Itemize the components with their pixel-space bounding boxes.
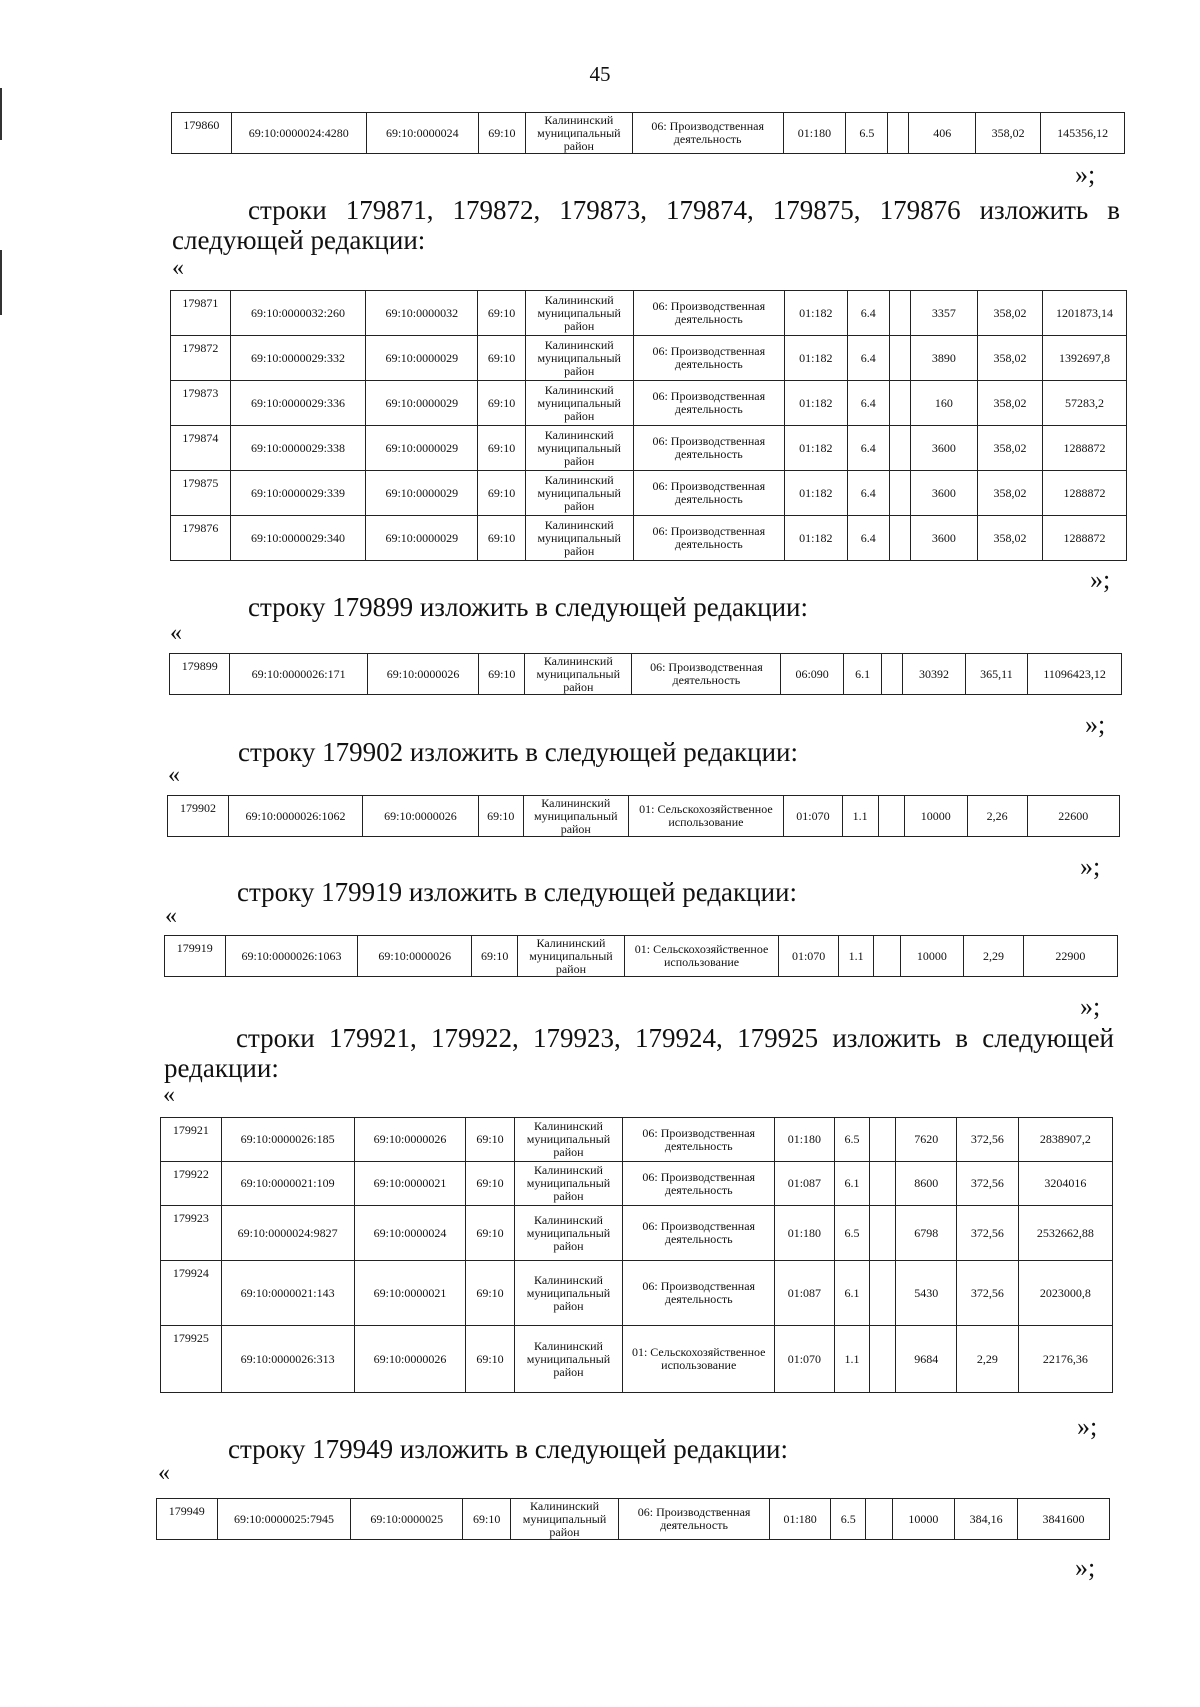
table-cell: 3841600 — [1017, 1499, 1109, 1540]
table-cell: 69:10:0000026:1062 — [228, 796, 362, 837]
table-cell: 69:10 — [478, 516, 525, 561]
table-cell: 3890 — [910, 336, 977, 381]
table-cell — [889, 516, 910, 561]
table-cell: 69:10:0000026:313 — [221, 1326, 354, 1393]
table-cell: 3600 — [910, 471, 977, 516]
table-cell: 01: Сельскохозяйственное использование — [628, 796, 783, 837]
table-cell: 01:182 — [784, 516, 847, 561]
table-cell: 69:10:0000029:332 — [230, 336, 365, 381]
table-cell: 69:10:0000026 — [354, 1118, 466, 1162]
table-cell: 01:180 — [775, 1206, 835, 1261]
table-cell — [889, 291, 910, 336]
table-cell: 1288872 — [1042, 471, 1126, 516]
table-cell: 6.1 — [843, 654, 882, 695]
table-cell — [878, 796, 904, 837]
table-cell: 69:10:0000024 — [354, 1206, 466, 1261]
table-cell — [870, 1118, 896, 1162]
table-cell: 01:070 — [784, 796, 843, 837]
table-cell: 6.4 — [847, 336, 889, 381]
table-row — [157, 1499, 1110, 1540]
table-cell: 69:10:0000026 — [358, 936, 472, 977]
table-cell: Калининский муниципальный район — [525, 291, 633, 336]
opening-quote: « — [168, 762, 180, 788]
table-cell — [870, 1162, 896, 1206]
table-cell: 69:10:0000029:336 — [230, 381, 365, 426]
table-row — [161, 1326, 1113, 1393]
page-number: 45 — [589, 62, 611, 86]
table-row — [161, 1162, 1113, 1206]
table-cell: 3204016 — [1018, 1162, 1112, 1206]
table-cell: 160 — [910, 381, 977, 426]
table-cell: Калининский муниципальный район — [525, 516, 633, 561]
table-cell: 69:10:0000026:1063 — [225, 936, 358, 977]
table-cell — [882, 654, 903, 695]
closing-quote: »; — [1075, 1553, 1096, 1582]
table-cell: 69:10 — [466, 1118, 514, 1162]
table-cell: 179872 — [171, 336, 231, 381]
table-cell: 6.4 — [847, 426, 889, 471]
table-cell: 06: Производственная деятельность — [623, 1162, 775, 1206]
table-cell: 6.5 — [846, 113, 888, 154]
table-cell: 06: Производственная деятельность — [633, 426, 784, 471]
table-row — [170, 654, 1122, 695]
table-cell: 69:10:0000026:171 — [230, 654, 367, 695]
table-cell: 69:10 — [478, 426, 525, 471]
table-cell: 01:070 — [775, 1326, 835, 1393]
table-cell: 10000 — [892, 1499, 955, 1540]
table-cell: 69:10:0000029 — [366, 336, 478, 381]
table-cell: 22600 — [1027, 796, 1119, 837]
opening-quote: « — [163, 1082, 175, 1108]
table-row — [165, 936, 1118, 977]
table-cell: Калининский муниципальный район — [514, 1326, 623, 1393]
instruction-text: строки 179871, 179872, 179873, 179874, 179875, 179876 изложить в — [248, 195, 1120, 225]
table-cell: 69:10 — [472, 936, 518, 977]
table-cell: 1392697,8 — [1042, 336, 1126, 381]
table-cell: 358,02 — [977, 336, 1042, 381]
table-cell: 06: Производственная деятельность — [632, 113, 783, 154]
table-cell: 6.5 — [830, 1499, 866, 1540]
table-row — [161, 1261, 1113, 1326]
table-cell: Калининский муниципальный район — [514, 1261, 623, 1326]
table-cell: 179924 — [161, 1261, 222, 1326]
table-cell: 69:10 — [479, 654, 525, 695]
instruction-text: строку 179949 изложить в следующей редакции: — [228, 1434, 789, 1464]
table-cell: 69:10:0000026 — [367, 654, 478, 695]
table-cell: 06: Производственная деятельность — [632, 654, 781, 695]
table-cell: 01:180 — [775, 1118, 835, 1162]
table-cell: 69:10 — [478, 113, 525, 154]
margin-mark — [0, 250, 2, 315]
table-cell: 69:10:0000029:338 — [230, 426, 365, 471]
table-cell: Калининский муниципальный район — [525, 654, 632, 695]
table-row — [161, 1206, 1113, 1261]
table-cell: 358,02 — [976, 113, 1041, 154]
table-cell: 69:10:0000029:340 — [230, 516, 365, 561]
table-cell: 179919 — [165, 936, 226, 977]
table-row — [171, 471, 1127, 516]
table-cell: 69:10:0000021:143 — [221, 1261, 354, 1326]
table-cell: 06:090 — [781, 654, 843, 695]
closing-quote: »; — [1075, 160, 1096, 189]
table-cell: Калининский муниципальный район — [514, 1206, 623, 1261]
table-cell: 6.4 — [847, 516, 889, 561]
table-row — [171, 381, 1127, 426]
table-cell: 358,02 — [977, 426, 1042, 471]
table-cell: 6.1 — [834, 1261, 870, 1326]
table-cell: 365,11 — [965, 654, 1027, 695]
table-cell: 69:10 — [466, 1162, 514, 1206]
table-cell: 69:10 — [478, 796, 523, 837]
table-cell — [889, 471, 910, 516]
table-cell: 69:10:0000029:339 — [230, 471, 365, 516]
table-cell: 6.4 — [847, 381, 889, 426]
closing-quote: »; — [1080, 992, 1101, 1021]
instruction-text: строки 179921, 179922, 179923, 179924, 179925 изложить в следующей — [236, 1023, 1114, 1053]
table-cell: 1288872 — [1042, 426, 1126, 471]
table-cell: Калининский муниципальный район — [518, 936, 625, 977]
table-cell — [870, 1261, 896, 1326]
table-cell: 3600 — [910, 516, 977, 561]
table-cell: Калининский муниципальный район — [525, 471, 633, 516]
table-cell: 69:10:0000021 — [354, 1162, 466, 1206]
table-cell: 69:10:0000025:7945 — [217, 1499, 351, 1540]
table-cell: Калининский муниципальный район — [525, 113, 632, 154]
data-table — [170, 290, 1127, 561]
opening-quote: « — [170, 620, 182, 646]
table-cell: 69:10:0000024 — [366, 113, 478, 154]
table-cell: 69:10:0000032:260 — [230, 291, 365, 336]
data-table — [167, 795, 1120, 837]
table-cell: 406 — [909, 113, 976, 154]
table-cell: Калининский муниципальный район — [511, 1499, 619, 1540]
opening-quote: « — [158, 1460, 170, 1486]
instruction-text: следующей редакции: — [172, 225, 426, 255]
table-cell: 7620 — [896, 1118, 957, 1162]
table-cell: 179875 — [171, 471, 231, 516]
table-cell — [889, 336, 910, 381]
table-cell: 69:10:0000029 — [366, 381, 478, 426]
table-cell: 69:10:0000021:109 — [221, 1162, 354, 1206]
table-cell: 6.5 — [834, 1206, 870, 1261]
table-cell: 10000 — [900, 936, 964, 977]
table-cell: 06: Производственная деятельность — [623, 1118, 775, 1162]
table-cell: 9684 — [896, 1326, 957, 1393]
table-cell: 10000 — [904, 796, 967, 837]
table-cell: 358,02 — [977, 516, 1042, 561]
table-cell: 01:182 — [784, 336, 847, 381]
data-table — [169, 653, 1122, 695]
table-cell: Калининский муниципальный район — [523, 796, 628, 837]
table-cell: 69:10 — [478, 471, 525, 516]
table-cell: 06: Производственная деятельность — [633, 471, 784, 516]
table-cell: 06: Производственная деятельность — [633, 516, 784, 561]
table-cell: 5430 — [896, 1261, 957, 1326]
table-cell: 06: Производственная деятельность — [633, 381, 784, 426]
table-cell: 179902 — [168, 796, 229, 837]
closing-quote: »; — [1080, 852, 1101, 881]
instruction-text: строку 179919 изложить в следующей редакции: — [237, 877, 798, 907]
table-cell: 69:10:0000026 — [363, 796, 478, 837]
table-cell: 01: Сельскохозяйственное использование — [623, 1326, 775, 1393]
data-table — [171, 112, 1125, 154]
opening-quote: « — [165, 903, 177, 929]
table-cell: 69:10:0000024:4280 — [231, 113, 366, 154]
table-cell: 358,02 — [977, 381, 1042, 426]
table-cell: 145356,12 — [1041, 113, 1125, 154]
table-cell: 179871 — [171, 291, 231, 336]
table-cell: 2,29 — [964, 936, 1024, 977]
table-cell: 69:10:0000029 — [366, 426, 478, 471]
table-cell: 06: Производственная деятельность — [618, 1499, 770, 1540]
table-cell: 179949 — [157, 1499, 218, 1540]
table-cell: 2,26 — [967, 796, 1027, 837]
table-cell — [870, 1326, 896, 1393]
table-cell: 179923 — [161, 1206, 222, 1261]
table-cell: Калининский муниципальный район — [514, 1118, 623, 1162]
table-cell: 01:182 — [784, 381, 847, 426]
table-row — [171, 336, 1127, 381]
instruction-text: редакции: — [164, 1053, 279, 1083]
table-cell: 22900 — [1023, 936, 1117, 977]
table-cell: 1.1 — [838, 936, 874, 977]
table-cell — [889, 381, 910, 426]
table-row — [161, 1118, 1113, 1162]
table-cell: 3357 — [910, 291, 977, 336]
table-cell: 1288872 — [1042, 516, 1126, 561]
table-cell: 179876 — [171, 516, 231, 561]
table-cell: 372,56 — [957, 1118, 1019, 1162]
table-cell: 69:10:0000029 — [366, 516, 478, 561]
table-cell: 01:182 — [784, 291, 847, 336]
table-cell: 8600 — [896, 1162, 957, 1206]
table-cell: 30392 — [903, 654, 965, 695]
opening-quote: « — [172, 255, 184, 281]
table-cell — [888, 113, 909, 154]
table-cell: 179860 — [172, 113, 232, 154]
table-cell: 01:180 — [770, 1499, 831, 1540]
table-cell: 372,56 — [957, 1261, 1019, 1326]
table-cell: 69:10 — [466, 1326, 514, 1393]
table-cell: 11096423,12 — [1028, 654, 1122, 695]
table-cell: 69:10:0000026:185 — [221, 1118, 354, 1162]
margin-mark — [0, 88, 2, 140]
table-cell: 69:10:0000024:9827 — [221, 1206, 354, 1261]
table-cell: 179874 — [171, 426, 231, 471]
table-cell: 372,56 — [957, 1206, 1019, 1261]
table-cell: 372,56 — [957, 1162, 1019, 1206]
table-cell: 69:10 — [466, 1206, 514, 1261]
table-cell — [866, 1499, 892, 1540]
table-row — [171, 516, 1127, 561]
table-cell: 179922 — [161, 1162, 222, 1206]
table-cell: 57283,2 — [1042, 381, 1126, 426]
table-cell: 69:10:0000032 — [366, 291, 478, 336]
data-table — [156, 1498, 1110, 1540]
table-cell: Калининский муниципальный район — [525, 426, 633, 471]
table-cell: 01:087 — [775, 1261, 835, 1326]
table-cell: 6.4 — [847, 471, 889, 516]
table-cell: Калининский муниципальный район — [525, 381, 633, 426]
closing-quote: »; — [1077, 1412, 1098, 1441]
table-cell: 2532662,88 — [1018, 1206, 1112, 1261]
table-cell: 01:070 — [779, 936, 839, 977]
table-cell: 06: Производственная деятельность — [623, 1206, 775, 1261]
table-row — [171, 426, 1127, 471]
table-cell: 1.1 — [834, 1326, 870, 1393]
table-cell: 6.1 — [834, 1162, 870, 1206]
table-cell: 01:182 — [784, 471, 847, 516]
table-cell — [870, 1206, 896, 1261]
table-cell: 69:10 — [466, 1261, 514, 1326]
instruction-text: строку 179899 изложить в следующей редакции: — [248, 592, 809, 622]
table-row — [172, 113, 1125, 154]
table-cell: 2838907,2 — [1018, 1118, 1112, 1162]
table-cell: 69:10 — [478, 381, 525, 426]
table-row — [168, 796, 1120, 837]
table-cell: 384,16 — [955, 1499, 1018, 1540]
table-cell: Калининский муниципальный район — [514, 1162, 623, 1206]
data-table — [160, 1117, 1113, 1393]
table-cell: 358,02 — [977, 291, 1042, 336]
table-cell: 2023000,8 — [1018, 1261, 1112, 1326]
table-cell: 69:10 — [463, 1499, 511, 1540]
closing-quote: »; — [1090, 565, 1111, 594]
table-cell: 6798 — [896, 1206, 957, 1261]
table-cell: 358,02 — [977, 471, 1042, 516]
table-cell: 179899 — [170, 654, 230, 695]
table-cell: 69:10:0000026 — [354, 1326, 466, 1393]
table-cell: 01:087 — [775, 1162, 835, 1206]
table-cell: 69:10:0000029 — [366, 471, 478, 516]
table-cell: 01:180 — [783, 113, 846, 154]
table-cell: 179921 — [161, 1118, 222, 1162]
table-cell — [874, 936, 900, 977]
table-cell: 1201873,14 — [1042, 291, 1126, 336]
table-cell: 6.5 — [834, 1118, 870, 1162]
table-cell: 06: Производственная деятельность — [623, 1261, 775, 1326]
table-cell: 2,29 — [957, 1326, 1019, 1393]
table-cell: 3600 — [910, 426, 977, 471]
table-cell: 01:182 — [784, 426, 847, 471]
table-row — [171, 291, 1127, 336]
table-cell: 69:10:0000025 — [351, 1499, 463, 1540]
table-cell: 69:10 — [478, 291, 525, 336]
table-cell: 69:10:0000021 — [354, 1261, 466, 1326]
table-cell: 06: Производственная деятельность — [633, 291, 784, 336]
table-cell: 69:10 — [478, 336, 525, 381]
table-cell: Калининский муниципальный район — [525, 336, 633, 381]
table-cell: 01: Сельскохозяйственное использование — [624, 936, 779, 977]
instruction-text: строку 179902 изложить в следующей редакции: — [238, 737, 799, 767]
table-cell — [889, 426, 910, 471]
table-cell: 06: Производственная деятельность — [633, 336, 784, 381]
table-cell: 179873 — [171, 381, 231, 426]
closing-quote: »; — [1085, 710, 1106, 739]
table-cell: 179925 — [161, 1326, 222, 1393]
table-cell: 6.4 — [847, 291, 889, 336]
table-cell: 1.1 — [842, 796, 878, 837]
data-table — [164, 935, 1118, 977]
table-cell: 22176,36 — [1018, 1326, 1112, 1393]
